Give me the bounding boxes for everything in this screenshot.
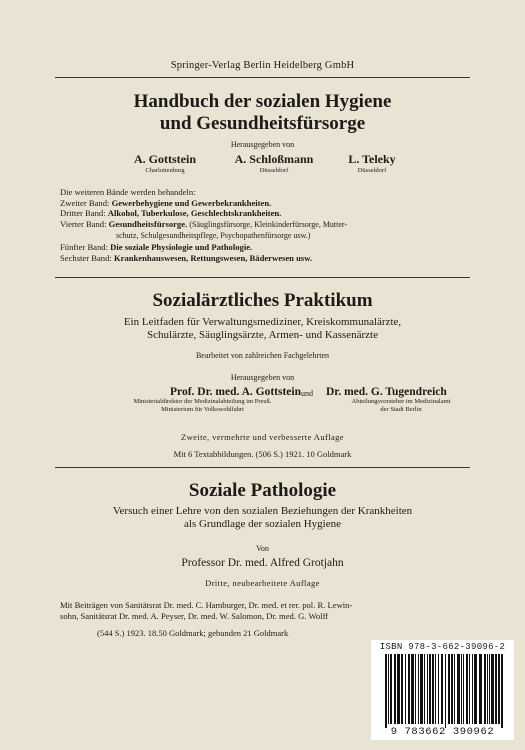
book2-edition: Zweite, vermehrte und verbesserte Auflage xyxy=(181,432,344,442)
barcode-bar xyxy=(388,654,389,724)
barcode-bar xyxy=(487,654,488,724)
book2-subtitle-line1: Ein Leitfaden für Verwaltungsmediziner, Kreiskommunalärzte, xyxy=(123,316,402,328)
editor-name: L. Teleky xyxy=(348,152,396,166)
book3-title: Soziale Pathologie xyxy=(188,480,337,501)
barcode-digits: 9 783662 390962 xyxy=(390,726,495,738)
book1-title-line1: Handbuch der sozialen Hygiene xyxy=(133,91,392,112)
barcode-bar xyxy=(432,654,434,724)
editor-position-1: Ministerialdirektor der Medizinalabteilung im Preuß. xyxy=(133,398,272,405)
barcode-bar xyxy=(472,654,473,724)
book2-subtitle-line2: Schulärzte, Säuglingsärzte, Armen- und Kassenärzte xyxy=(147,329,378,341)
volume-label: Zweiter Band: xyxy=(60,197,110,208)
barcode-bar xyxy=(418,654,419,724)
barcode-bar xyxy=(474,654,477,724)
barcode-bar xyxy=(394,654,396,724)
barcode-bar xyxy=(501,654,503,728)
volume-topic: Krankenhauswesen, Rettungswesen, Bäderwesen usw. xyxy=(113,252,313,263)
book1-title-line2: und Gesundheitsfürsorge xyxy=(159,113,366,134)
book1-volumes xyxy=(60,187,480,263)
publisher-name: Springer-Verlag Berlin Heidelberg GmbH xyxy=(170,60,355,71)
volume-topic: Gesundheitsfürsorge. xyxy=(108,218,188,229)
editor-place: Düsseldorf xyxy=(259,167,289,174)
editor-name: A. Schloßmann xyxy=(234,152,314,166)
volume-extra: schutz, Schulgesundheitspflege, Psychopathenfürsorge usw.) xyxy=(116,231,311,241)
barcode-bar xyxy=(463,654,464,724)
book1-edited-by: Herausgegeben von xyxy=(230,140,295,149)
barcode-bar xyxy=(451,654,453,724)
barcode-bar xyxy=(479,654,482,724)
barcode-bar xyxy=(385,654,387,728)
editor-position-1: Abteilungsvorsteher im Medizinalamt xyxy=(351,398,451,405)
book3-subtitle xyxy=(0,505,525,531)
volume-label: Vierter Band: xyxy=(60,218,107,229)
volume-label: Sechster Band: xyxy=(60,252,112,263)
book2-details: Mit 6 Textabbildungen. (506 S.) 1921. 10 Goldmark xyxy=(173,449,352,459)
book3-details: (544 S.) 1923. 18.50 Goldmark; gebunden 21 Goldmark xyxy=(97,628,289,638)
editor-name: Dr. med. G. Tugendreich xyxy=(326,386,447,398)
volume-5 xyxy=(60,242,480,253)
barcode-bar xyxy=(411,654,414,724)
volume-extra: (Säuglingsfürsorge, Kleinkinderfürsorge, Mutter- xyxy=(189,219,348,229)
book2-and: und xyxy=(301,389,313,398)
barcode-bar xyxy=(429,654,431,724)
volume-topic: Alkohol, Tuberkulose, Geschlechtskrankheiten. xyxy=(107,208,282,219)
book1-title xyxy=(0,91,525,135)
book1-editor-2 xyxy=(214,152,334,174)
volume-label: Dritter Band: xyxy=(60,208,106,219)
volume-6 xyxy=(60,253,480,264)
book1-editor-3 xyxy=(322,152,422,174)
isbn-text: ISBN 978-3-662-39096-2 xyxy=(379,642,506,652)
barcode-bar xyxy=(405,654,406,724)
book2-subtitle xyxy=(0,316,525,342)
isbn-barcode xyxy=(371,640,514,740)
barcode-bars xyxy=(371,640,514,740)
barcode-bar xyxy=(495,654,497,724)
book3-by: Von xyxy=(256,544,269,553)
volume-2 xyxy=(60,198,480,209)
volume-4-cont xyxy=(60,230,480,242)
barcode-bar xyxy=(448,654,450,724)
divider-top xyxy=(55,77,470,78)
barcode-bar xyxy=(457,654,460,724)
volume-label: Fünfter Band: xyxy=(60,241,108,252)
barcode-bar xyxy=(424,654,425,724)
barcode-bar xyxy=(445,654,446,728)
barcode-bar xyxy=(498,654,500,724)
barcode-bar xyxy=(427,654,428,724)
book1-editor-1 xyxy=(110,152,220,174)
barcode-bar xyxy=(420,654,423,724)
volume-topic: Gewerbehygiene und Gewerbekrankheiten. xyxy=(111,197,272,208)
divider-2 xyxy=(55,467,470,468)
barcode-bar xyxy=(435,654,436,724)
book2-edited-by: Herausgegeben von xyxy=(230,373,295,382)
book2-editor-2 xyxy=(326,386,476,413)
book3-author xyxy=(0,557,525,569)
barcode-bar xyxy=(489,654,490,724)
barcode-bar xyxy=(491,654,494,724)
barcode-bar xyxy=(484,654,486,724)
book3-contrib-line2: sohn, Sanitätsrat Dr. med. A. Peyser, Dr. med. W. Salomon, Dr. med. G. Wolff xyxy=(60,611,329,621)
book3-contributors xyxy=(60,600,470,622)
book3-edition: Dritte, neubearbeitete Auflage xyxy=(205,578,320,588)
book2-editor-1 xyxy=(100,386,305,413)
editor-place: Charlottenburg xyxy=(145,167,185,174)
editor-position-2: Ministerium für Volkswohlfahrt xyxy=(161,405,244,413)
barcode-bar xyxy=(415,654,416,724)
volume-3 xyxy=(60,208,480,219)
editor-place: Düsseldorf xyxy=(357,167,387,174)
barcode-bar xyxy=(401,654,403,724)
barcode-bar xyxy=(397,654,400,724)
barcode-bar xyxy=(454,654,455,724)
barcode-bar xyxy=(469,654,470,724)
barcode-bar xyxy=(390,654,392,724)
volumes-intro: Die weiteren Bände werden behandeln: xyxy=(60,187,196,197)
barcode-bar xyxy=(461,654,462,724)
volume-4 xyxy=(60,219,480,231)
book2-worked-by: Bearbeitet von zahlreichen Fachgelehrten xyxy=(195,351,330,360)
editor-position-2: der Stadt Berlin xyxy=(380,405,422,413)
barcode-bar xyxy=(441,654,443,724)
barcode-bar xyxy=(466,654,468,724)
editor-name: Prof. Dr. med. A. Gottstein xyxy=(170,386,301,398)
divider-1 xyxy=(55,277,470,278)
barcode-bar xyxy=(408,654,410,724)
volume-topic: Die soziale Physiologie und Pathologie. xyxy=(110,241,253,252)
book3-author-name: Professor Dr. med. Alfred Grotjahn xyxy=(181,557,344,569)
book3-contrib-line1: Mit Beiträgen von Sanitätsrat Dr. med. C. Hamburger, Dr. med. et rer. pol. R. Lewin- xyxy=(60,600,353,610)
barcode-bar xyxy=(438,654,439,724)
book3-subtitle-line1: Versuch einer Lehre von den sozialen Beziehungen der Krankheiten xyxy=(112,505,413,517)
book2-title: Sozialärztliches Praktikum xyxy=(152,290,373,311)
book3-subtitle-line2: als Grundlage der sozialen Hygiene xyxy=(184,518,341,530)
editor-name: A. Gottstein xyxy=(134,152,196,166)
